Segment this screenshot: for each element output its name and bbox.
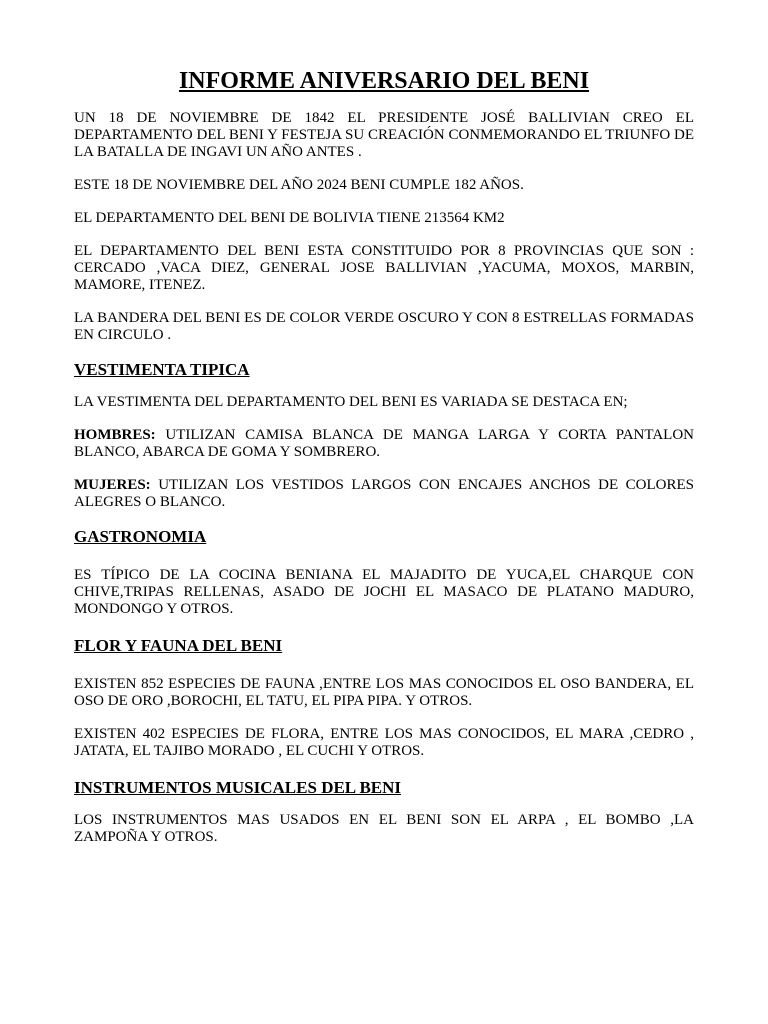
vestimenta-intro: LA VESTIMENTA DEL DEPARTAMENTO DEL BENI ES VARIADA SE DESTACA EN; [74,394,628,410]
document-page [74,66,694,862]
instrumentos-text: LOS INSTRUMENTOS MAS USADOS EN EL BENI SON EL ARPA , EL BOMBO ,LA ZAMPOÑA Y OTROS. [74,812,694,845]
vestimenta-hombres [74,427,694,461]
document-title: INFORME ANIVERSARIO DEL BENI [178,68,590,94]
intro-paragraph-creation: UN 18 DE NOVIEMBRE DE 1842 EL PRESIDENTE JOSÉ BALLIVIAN CREO EL DEPARTAMENTO DEL BENI Y FESTEJA SU CREACIÓN CONMEMORANDO EL TRIUNFO DE LA BATALLA DE INGAVI UN AÑO ANTES . [74,110,694,160]
intro-paragraph-anniversary: ESTE 18 DE NOVIEMBRE DEL AÑO 2024 BENI CUMPLE 182 AÑOS. [74,177,524,193]
section-heading-gastronomia: GASTRONOMIA [74,527,207,546]
mujeres-text: UTILIZAN LOS VESTIDOS LARGOS CON ENCAJES ANCHOS DE COLORES ALEGRES O BLANCO. [74,477,694,510]
gastronomia-text: ES TÍPICO DE LA COCINA BENIANA EL MAJADITO DE YUCA,EL CHARQUE CON CHIVE,TRIPAS RELLENAS, ASADO DE JOCHI EL MASACO DE PLATANO MADURO, MONDONGO Y OTROS. [74,567,694,617]
fauna-text: EXISTEN 852 ESPECIES DE FAUNA ,ENTRE LOS MAS CONOCIDOS EL OSO BANDERA, EL OSO DE ORO ,BOROCHI, EL TATU, EL PIPA PIPA. Y OTROS. [74,676,694,709]
intro-paragraph-flag: LA BANDERA DEL BENI ES DE COLOR VERDE OSCURO Y CON 8 ESTRELLAS FORMADAS EN CIRCULO . [74,310,694,343]
intro-paragraph-provinces: EL DEPARTAMENTO DEL BENI ESTA CONSTITUIDO POR 8 PROVINCIAS QUE SON : CERCADO ,VACA DIEZ, GENERAL JOSE BALLIVIAN ,YACUMA, MOXOS, MARBIN, MAMORE, ITENEZ. [74,243,694,293]
section-heading-instrumentos: INSTRUMENTOS MUSICALES DEL BENI [74,778,402,797]
hombres-text: UTILIZAN CAMISA BLANCA DE MANGA LARGA Y CORTA PANTALON BLANCO, ABARCA DE GOMA Y SOMBRERO. [74,427,694,460]
hombres-label: HOMBRES: [74,427,156,443]
vestimenta-mujeres [74,477,694,511]
section-heading-vestimenta: VESTIMENTA TIPICA [74,360,250,379]
section-heading-flora-fauna: FLOR Y FAUNA DEL BENI [74,636,283,655]
mujeres-label: MUJERES: [74,477,151,493]
intro-paragraph-area: EL DEPARTAMENTO DEL BENI DE BOLIVIA TIENE 213564 KM2 [74,210,505,226]
flora-text: EXISTEN 402 ESPECIES DE FLORA, ENTRE LOS MAS CONOCIDOS, EL MARA ,CEDRO , JATATA, EL TAJIBO MORADO , EL CUCHI Y OTROS. [74,726,694,759]
